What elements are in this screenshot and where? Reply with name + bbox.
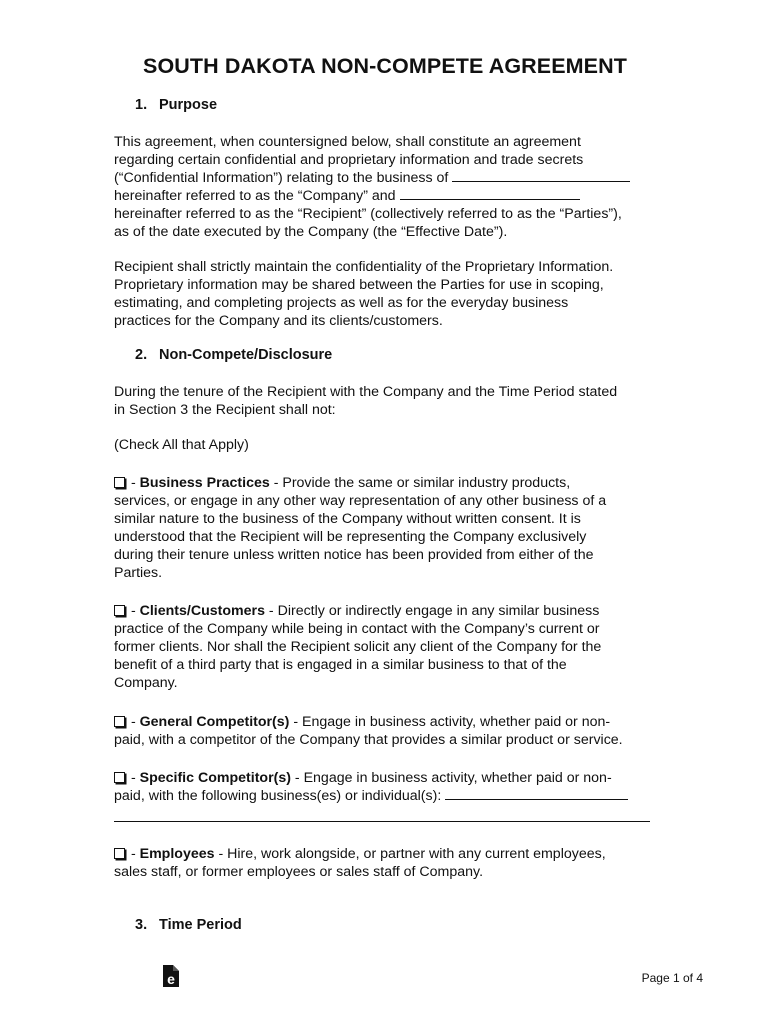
text-line: regarding certain confidential and proprietary information and trade secrets bbox=[114, 152, 584, 168]
option-general-competitors bbox=[114, 713, 674, 749]
text-line: understood that the Recipient will be representing the Company exclusively bbox=[114, 529, 587, 545]
checkbox-business-practices[interactable] bbox=[114, 477, 125, 488]
text-line: in Section 3 the Recipient shall not: bbox=[114, 402, 336, 418]
logo-letter: e bbox=[167, 971, 175, 987]
option-text: - Directly or indirectly engage in any similar business bbox=[264, 603, 600, 619]
eforms-logo-icon bbox=[162, 964, 180, 988]
text-line: similar nature to the business of the Company without written consent. It is bbox=[114, 511, 581, 527]
text-line bbox=[114, 169, 674, 187]
company-name-blank[interactable] bbox=[452, 169, 630, 182]
page-number: Page 1 of 4 bbox=[641, 971, 703, 985]
text-line: practice of the Company while being in contact with the Company’s current or bbox=[114, 621, 600, 637]
option-dash: - bbox=[127, 603, 140, 619]
text-line: former clients. Nor shall the Recipient solicit any client of the Company for the bbox=[114, 639, 602, 655]
section-number: 3. bbox=[135, 917, 148, 933]
text-line: paid, with a competitor of the Company that provides a similar product or service. bbox=[114, 732, 623, 748]
text-line: as of the date executed by the Company (the “Effective Date”). bbox=[114, 224, 508, 240]
option-text: - Engage in business activity, whether paid or non- bbox=[290, 770, 612, 786]
option-employees bbox=[114, 845, 674, 881]
option-business-practices bbox=[114, 474, 674, 582]
option-text: - Engage in business activity, whether paid or non- bbox=[289, 714, 611, 730]
text-segment: (“Confidential Information”) relating to the business of bbox=[114, 170, 449, 186]
noncompete-intro bbox=[114, 383, 674, 419]
option-text: - Provide the same or similar industry products, bbox=[269, 475, 571, 491]
option-dash: - bbox=[127, 770, 140, 786]
text-line: practices for the Company and its clients/customers. bbox=[114, 313, 443, 329]
option-clients-customers bbox=[114, 602, 674, 692]
text-line: sales staff, or former employees or sales staff of Company. bbox=[114, 864, 484, 880]
section-title: Time Period bbox=[159, 917, 242, 933]
text-segment: paid, with the following business(es) or individual(s): bbox=[114, 788, 442, 804]
option-label: Employees bbox=[139, 846, 215, 862]
check-all-note bbox=[114, 436, 674, 454]
recipient-name-blank[interactable] bbox=[400, 187, 580, 200]
option-text: - Hire, work alongside, or partner with any current employees, bbox=[214, 846, 606, 862]
text-line: Proprietary information may be shared between the Parties for use in scoping, bbox=[114, 277, 604, 293]
text-line: hereinafter referred to as the “Recipient” (collectively referred to as the “Parties”), bbox=[114, 206, 622, 222]
option-dash: - bbox=[127, 714, 140, 730]
text-line: Recipient shall strictly maintain the confidentiality of the Proprietary Information. bbox=[114, 259, 614, 275]
section-number: 2. bbox=[135, 347, 148, 363]
section-heading-purpose bbox=[135, 97, 217, 113]
text-line: Company. bbox=[114, 675, 178, 691]
section-heading-time-period bbox=[135, 917, 242, 933]
option-label: Specific Competitor(s) bbox=[139, 770, 291, 786]
option-specific-competitors bbox=[114, 769, 674, 805]
checkbox-clients-customers[interactable] bbox=[114, 605, 125, 616]
purpose-paragraph-1 bbox=[114, 133, 674, 241]
purpose-paragraph-2 bbox=[114, 258, 674, 330]
text-line bbox=[114, 769, 674, 787]
checkbox-general-competitors[interactable] bbox=[114, 716, 125, 727]
option-label: Clients/Customers bbox=[139, 603, 265, 619]
document-title: SOUTH DAKOTA NON-COMPETE AGREEMENT bbox=[143, 54, 627, 78]
option-label: General Competitor(s) bbox=[139, 714, 290, 730]
text-line bbox=[114, 845, 674, 863]
option-dash: - bbox=[127, 846, 140, 862]
text-line bbox=[114, 713, 674, 731]
text-line bbox=[114, 474, 674, 492]
section-number: 1. bbox=[135, 97, 148, 113]
section-title: Non-Compete/Disclosure bbox=[159, 347, 333, 363]
text-line: During the tenure of the Recipient with the Company and the Time Period stated bbox=[114, 384, 618, 400]
text-line: services, or engage in any other way representation of any other business of a bbox=[114, 493, 607, 509]
checkbox-employees[interactable] bbox=[114, 848, 125, 859]
text-line bbox=[114, 787, 674, 805]
option-dash: - bbox=[127, 475, 140, 491]
text-line: (Check All that Apply) bbox=[114, 437, 249, 453]
checkbox-specific-competitors[interactable] bbox=[114, 772, 125, 783]
text-line: This agreement, when countersigned below, shall constitute an agreement bbox=[114, 134, 581, 150]
competitor-names-line[interactable] bbox=[114, 821, 650, 822]
text-line bbox=[114, 602, 674, 620]
option-label: Business Practices bbox=[139, 475, 270, 491]
section-heading-noncompete bbox=[135, 347, 332, 363]
competitor-name-blank[interactable] bbox=[445, 787, 628, 800]
text-line bbox=[114, 187, 674, 205]
text-line: during their tenure unless written notice has been provided from either of the bbox=[114, 547, 594, 563]
section-title: Purpose bbox=[159, 97, 218, 113]
text-segment: hereinafter referred to as the “Company” and bbox=[114, 188, 396, 204]
text-line: estimating, and completing projects as well as for the everyday business bbox=[114, 295, 569, 311]
text-line: benefit of a third party that is engaged in a similar business to that of the bbox=[114, 657, 567, 673]
text-line: Parties. bbox=[114, 565, 163, 581]
